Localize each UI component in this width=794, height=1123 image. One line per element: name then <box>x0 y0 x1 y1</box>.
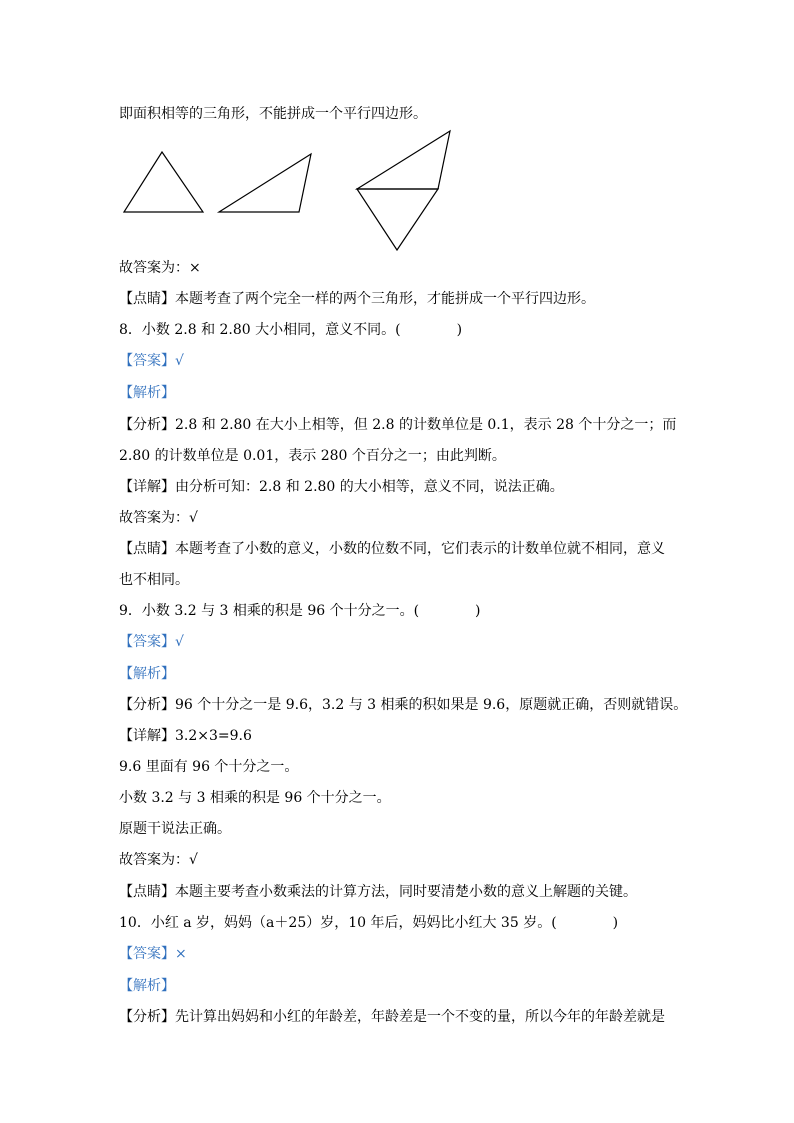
answer-label: 【答案】√ <box>119 634 184 650</box>
key-point-line: 【点睛】本题考查了小数的意义，小数的位数不同，它们表示的计数单位就不相同，意义 <box>119 541 665 557</box>
analysis-line: 【分析】96 个十分之一是 9.6，3.2 与 3 相乘的积如果是 9.6，原题就正确，否则就错误。 <box>119 697 688 713</box>
detail-line-2: 9.6 里面有 96 个十分之一。 <box>119 759 299 775</box>
analysis-line-cont: 2.80 的计数单位是 0.01，表示 280 个百分之一；由此判断。 <box>119 448 506 464</box>
text-line: 即面积相等的三角形，不能拼成一个平行四边形。 <box>119 106 427 122</box>
question-10: 10．小红 a 岁，妈妈（a＋25）岁，10 年后，妈妈比小红大 35 岁。( ) <box>119 915 619 931</box>
analysis-line: 【分析】先计算出妈妈和小红的年龄差，年龄差是一个不变的量，所以今年的年龄差就是 <box>119 1009 665 1025</box>
analysis-label: 【解析】 <box>119 385 175 401</box>
detail-line: 【详解】3.2×3=9.6 <box>119 728 252 744</box>
question-9: 9．小数 3.2 与 3 相乘的积是 96 个十分之一。( ) <box>119 603 481 619</box>
detail-line-3: 小数 3.2 与 3 相乘的积是 96 个十分之一。 <box>119 790 391 806</box>
detail-line-4: 原题干说法正确。 <box>119 821 231 837</box>
detail-line: 【详解】由分析可知：2.8 和 2.80 的大小相等，意义不同，说法正确。 <box>119 479 564 495</box>
key-point-line: 【点睛】本题考查了两个完全一样的两个三角形，才能拼成一个平行四边形。 <box>119 291 595 307</box>
answer-label: 【答案】× <box>119 946 187 962</box>
answer-line: 故答案为：√ <box>119 510 198 526</box>
answer-line: 故答案为：√ <box>119 852 198 868</box>
analysis-line: 【分析】2.8 和 2.80 在大小上相等，但 2.8 的计数单位是 0.1，表示 28 个十分之一；而 <box>119 417 677 433</box>
analysis-label: 【解析】 <box>119 666 175 682</box>
answer-line: 故答案为：× <box>119 260 201 276</box>
key-point-line: 【点睛】本题主要考查小数乘法的计算方法，同时要清楚小数的意义上解题的关键。 <box>119 884 637 900</box>
triangle-2 <box>219 154 311 212</box>
answer-label: 【答案】√ <box>119 353 184 369</box>
triangle-3-top <box>357 131 450 189</box>
key-point-line-cont: 也不相同。 <box>119 572 189 588</box>
analysis-label: 【解析】 <box>119 978 175 994</box>
triangle-3-bottom <box>357 189 438 250</box>
question-8: 8．小数 2.8 和 2.80 大小相同，意义不同。( ) <box>119 322 463 338</box>
triangle-1 <box>124 152 203 212</box>
